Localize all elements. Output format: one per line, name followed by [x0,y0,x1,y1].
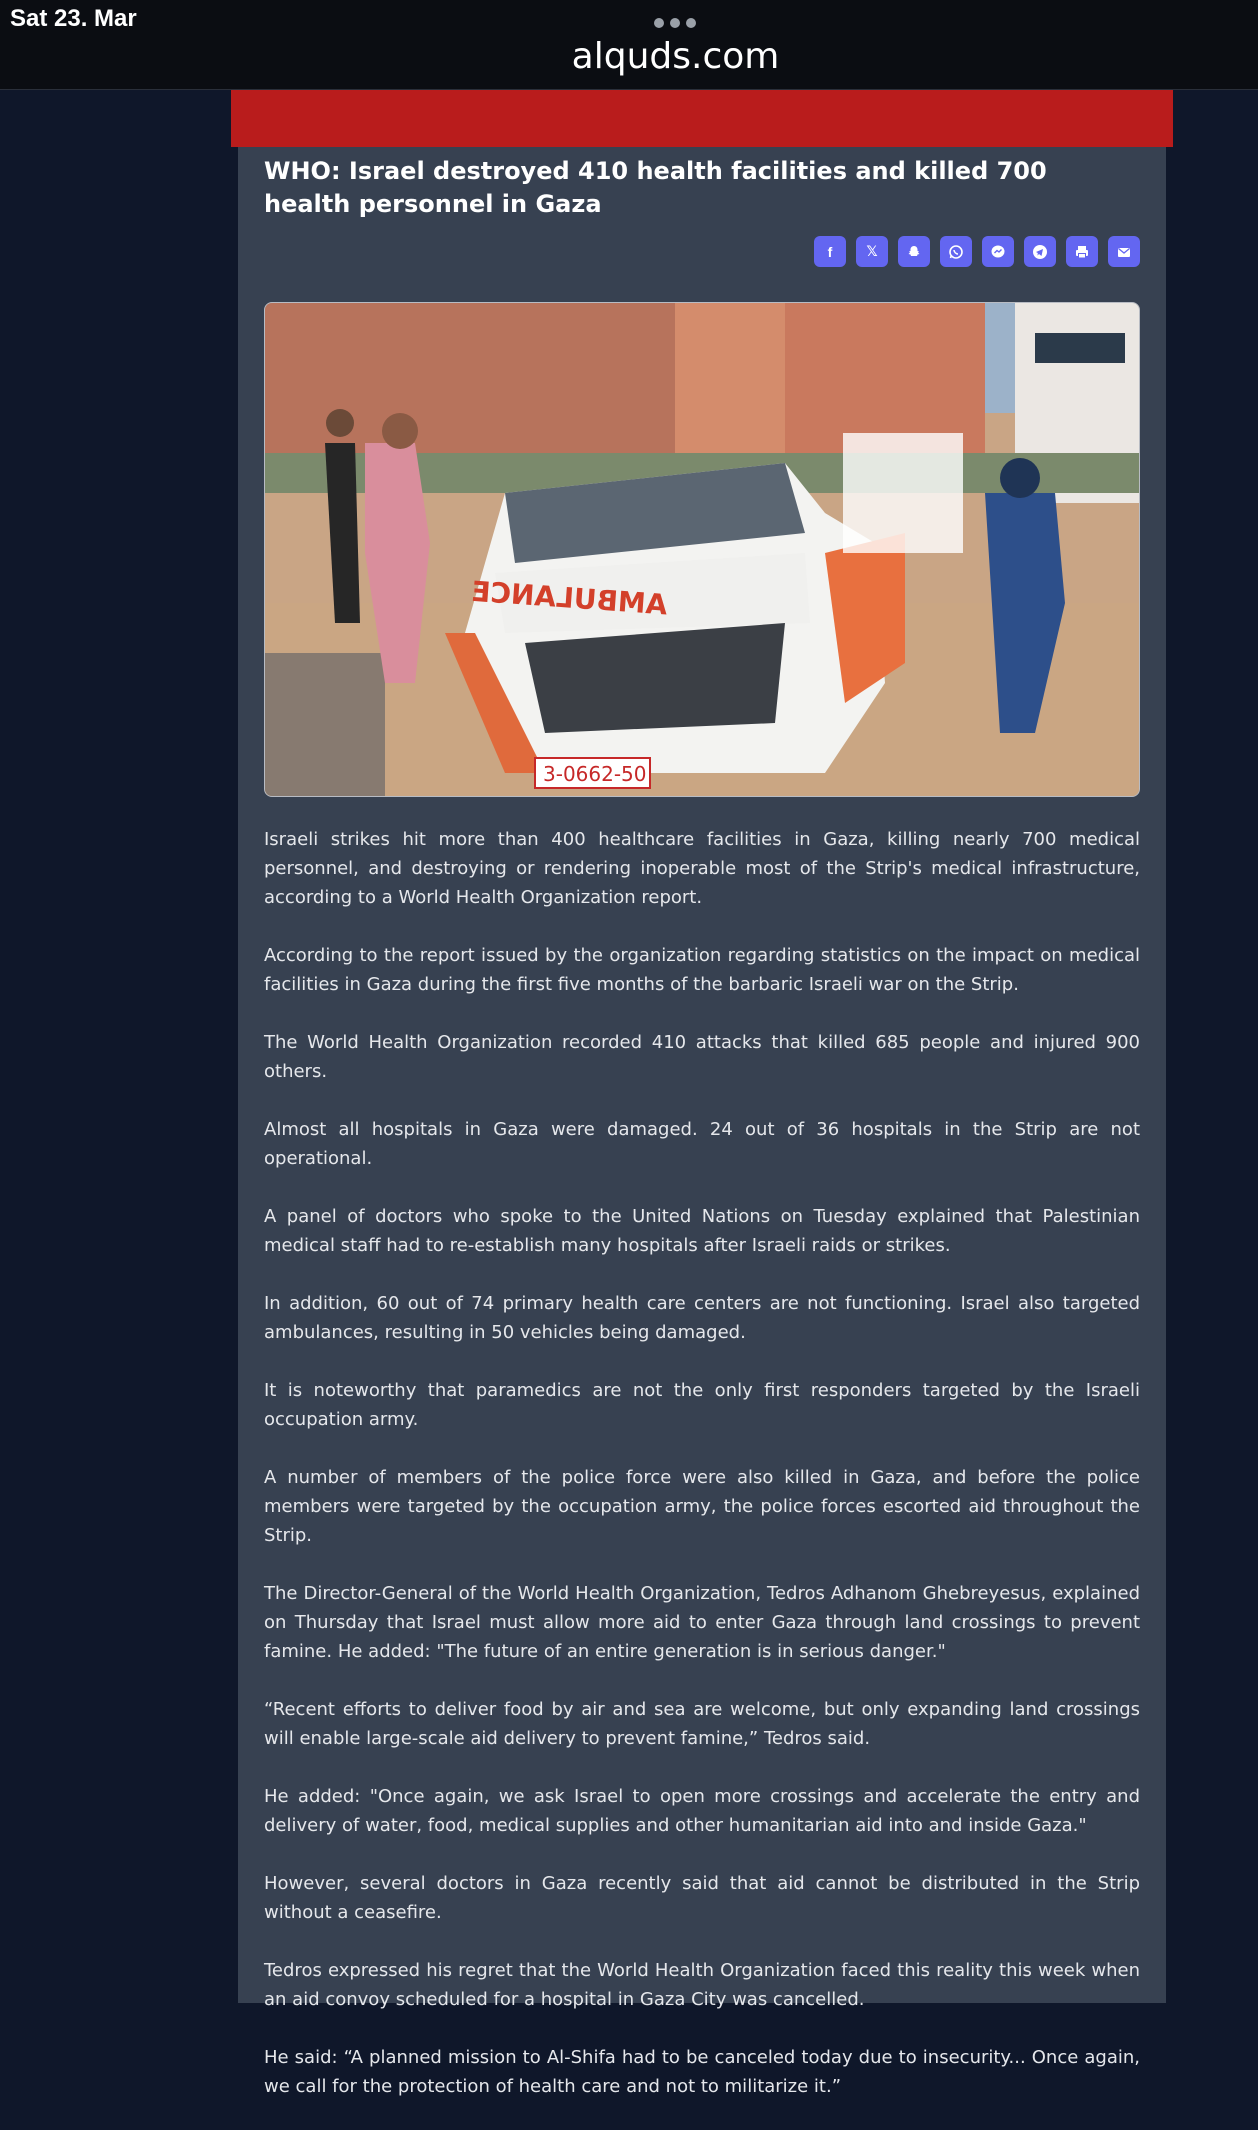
snapchat-icon[interactable] [898,236,930,267]
share-buttons [814,236,1140,267]
article-body [264,825,1140,2130]
site-header-bar [231,90,1173,147]
article-paragraph: The World Health Organization recorded 410 attacks that killed 685 people and injured 900 others. [264,1032,1140,1082]
article-photo [264,302,1140,797]
address-bar-url[interactable]: alquds.com [571,36,780,77]
plate-text: 3-0662-50 [543,762,647,786]
ambulance-photo [265,303,1139,796]
facebook-icon[interactable]: f [814,236,846,267]
article-paragraph: A panel of doctors who spoke to the United Nations on Tuesday explained that Palestinian medical staff had to re-establish many hospitals after Israeli raids or strikes. [264,1206,1140,1256]
article-paragraph: He added: "Once again, we ask Israel to open more crossings and accelerate the entry and delivery of water, food, medical supplies and other humanitarian aid into and inside Gaza." [264,1786,1140,1836]
article-paragraph: Tedros expressed his regret that the World Health Organization faced this reality this week when an aid convoy scheduled for a hospital in Gaza City was cancelled. [264,1960,1140,2010]
browser-top-bar [0,0,1258,90]
article-paragraph: However, several doctors in Gaza recently said that aid cannot be distributed in the Strip without a ceasefire. [264,1873,1140,1923]
article-title: WHO: Israel destroyed 410 health facilities and killed 700 health personnel in Gaza [264,157,1047,218]
article-paragraph: In addition, 60 out of 74 primary health care centers are not functioning. Israel also targeted ambulances, resulting in 50 vehicles being damaged. [264,1293,1140,1343]
email-icon[interactable] [1108,236,1140,267]
messenger-icon[interactable] [982,236,1014,267]
article-card [238,147,1166,2097]
article-paragraph: The Director-General of the World Health Organization, Tedros Adhanom Ghebreyesus, explained on Thursday that Israel must allow more aid to enter Gaza through land crossings to prevent famine. He added: "The future of an entire generation is in serious danger." [264,1583,1140,1662]
print-icon[interactable] [1066,236,1098,267]
more-options-icon[interactable] [654,18,696,28]
x-icon[interactable]: 𝕏 [856,236,888,267]
article-paragraph: Israeli strikes hit more than 400 healthcare facilities in Gaza, killing nearly 700 medical personnel, and destroying or rendering inoperable most of the Strip's medical infrastructure, according to a World Health Organization report. [264,829,1140,908]
article-paragraph: Almost all hospitals in Gaza were damaged. 24 out of 36 hospitals in the Strip are not operational. [264,1119,1140,1169]
article-paragraph: It is noteworthy that paramedics are not the only first responders targeted by the Israeli occupation army. [264,1380,1140,1430]
article-paragraph: A number of members of the police force were also killed in Gaza, and before the police members were targeted by the occupation army, the police forces escorted aid throughout the Strip. [264,1467,1140,1546]
status-time: Sat 23. Mar [10,5,137,32]
ambulance-text: AMBULANCE [470,574,669,622]
telegram-icon[interactable] [1024,236,1056,267]
whatsapp-icon[interactable] [940,236,972,267]
article-paragraph: According to the report issued by the organization regarding statistics on the impact on medical facilities in Gaza during the first five months of the barbaric Israeli war on the Strip. [264,945,1140,995]
article-paragraph: “Recent efforts to deliver food by air and sea are welcome, but only expanding land crossings will enable large-scale aid delivery to prevent famine,” Tedros said. [264,1699,1140,1749]
article-paragraph: He said: “A planned mission to Al-Shifa had to be canceled today due to insecurity... Once again, we call for the protection of health care and not to militarize it.” [264,2047,1140,2097]
